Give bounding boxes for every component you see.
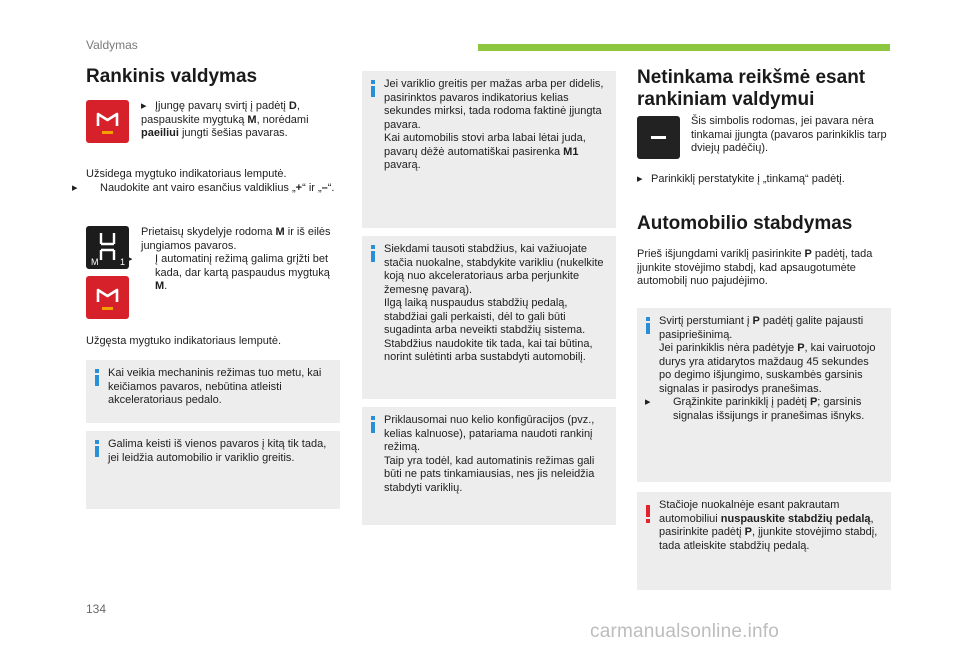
paragraph-indicator-on — [72, 168, 340, 195]
info-note-road-config — [362, 407, 616, 525]
arrow-bullet-icon: ▸ — [72, 181, 78, 194]
display-m-text: Prietaisų skydelyje rodoma M ir iš eilės jungiamos pavaros. — [141, 226, 331, 252]
info-note-speed — [86, 431, 340, 509]
return-auto-text: ▸ Į automatinį režimą galima grįžti bet kada, dar kartą paspaudus mygtuką M. — [127, 253, 330, 293]
park-resistance-text: Svirtį perstumiant į P padėtį galite pajausti pasipriešinimą. — [659, 315, 864, 341]
arrow-bullet-icon: ▸ — [637, 173, 643, 185]
info-note-text: Priklausomai nuo kelio konfigūracijos (pvz., kelias kalnuose), patariama naudoti rankinį režimą. Taip yra todėl, kad automatinis režimas gali būti ne pats tinkamiausias, nes jis neleidžia stabdyti variklių. — [384, 414, 595, 494]
warning-icon — [646, 505, 650, 522]
instrument-display-icon — [86, 226, 129, 269]
manual-mode-button-icon-2 — [86, 276, 129, 319]
warning-note-text: Stačioje nuokalnėje esant pakrautam automobiliui nuspauskite stabdžių pedalą, pasirinkite padėtį P, įjunkite stovėjimo stabdį, tada atleiskite stabdžių pedalą. — [659, 499, 878, 552]
arrow-bullet-icon: ▸ — [645, 396, 651, 408]
watermark: carmanualsonline.info — [590, 621, 780, 642]
step-manual-engage: ▸ Įjungę pavarų svirtį į padėtį D, paspauskite mygtuką M, norėdami paeiliui jungti šešias pavaras. — [141, 100, 309, 140]
info-note-text: Siekdami tausoti stabdžius, kai važiuojate stačia nuokalne, stabdykite varikliu (nukelkite koją nuo akceleratoriaus arba perjunkite žemesnę pavarą). Ilgą laiką nuspaudus stabdžių pedalą, stabdžiai gali perkaisti, dėl to gali būti sugadinta arba neveikti stabdžių sistema. Stabdžius naudokite tik tada, kai tai būtina, norint sulėtinti arba sustabdyti automobilį. — [384, 243, 604, 363]
info-icon — [95, 369, 99, 386]
arrow-bullet-icon: ▸ — [127, 253, 133, 266]
display-icon-m: M — [91, 257, 99, 267]
info-note-gear-change — [86, 360, 340, 423]
info-note-park-position — [637, 308, 891, 482]
page-number: 134 — [86, 602, 107, 616]
invalid-symbol-text: Šis simbolis rodomas, jei pavara nėra tinkamai įjungta (pavaros parinkiklis tarp dviejų padėčių). — [691, 115, 887, 155]
title-vehicle-braking: Automobilio stabdymas — [637, 213, 853, 234]
title-line-2: rankiniam valdymui — [637, 89, 815, 110]
park-alarm-text: Jei parinkiklis nėra padėtyje P, kai vairuotojo durys yra atidarytos maždaug 45 sekundes po degimo išjungimo, suskambės garsinis signalas ir pasirodys pranešimas. — [659, 342, 876, 395]
title-invalid-value — [637, 67, 865, 111]
reposition-selector-text: ▸ Parinkiklį perstatykite į „tinkamą“ padėtį. — [637, 173, 845, 185]
info-icon — [371, 80, 375, 97]
section-label: Valdymas — [86, 38, 138, 52]
info-note-text — [645, 315, 881, 423]
info-note-text: Jei variklio greitis per mažas arba per didelis, pasirinktos pavaros indikatorius kelias sekundes mirksi, tada rodoma faktinė įjungta pavara. Kai automobilis stovi arba labai lėtai juda, pavarų dėžė automatiškai pasirenka M1 pavarą. — [384, 78, 604, 171]
info-note-text: Galima keisti iš vienos pavaros į kitą tik tada, jei leidžia automobilio ir variklio greitis. — [108, 438, 327, 464]
info-note-brakes — [362, 236, 616, 399]
info-icon — [371, 245, 375, 262]
title-manual-control: Rankinis valdymas — [86, 66, 258, 87]
paragraph-indicator-off: Užgęsta mygtuko indikatoriaus lemputė. — [86, 335, 282, 347]
arrow-bullet-icon: ▸ — [141, 100, 147, 112]
info-icon — [646, 317, 650, 334]
section-accent-bar — [478, 44, 890, 51]
warning-note-slope — [637, 492, 891, 590]
park-return-text: ▸ Grąžinkite parinkiklį į padėtį P; garsinis signalas išsijungs ir pranešimas išnyks. — [645, 396, 865, 422]
info-note-engine-speed — [362, 71, 616, 228]
indicator-on-text: Užsidega mygtuko indikatoriaus lemputė. — [86, 168, 287, 180]
paragraph-park: Prieš išjungdami variklį pasirinkite P padėtį, tada įjunkite stovėjimo stabdį, kad apsaugotumėte automobilį nuo pajudėjimo. — [637, 248, 873, 288]
invalid-gear-icon — [637, 116, 680, 159]
info-note-text: Kai veikia mechaninis režimas tuo metu, kai keičiamos pavaros, nebūtina atleisti akceleratoriaus pedalo. — [108, 367, 322, 406]
step-display-m — [127, 226, 341, 294]
info-icon — [371, 416, 375, 433]
manual-mode-button-icon — [86, 100, 129, 143]
title-line-1: Netinkama reikšmė esant — [637, 67, 866, 88]
steering-controls-text: ▸ Naudokite ant vairo esančius valdiklius „+“ ir „–“. — [72, 181, 335, 194]
display-icon-gear: 1 — [120, 257, 126, 267]
info-icon — [95, 440, 99, 457]
